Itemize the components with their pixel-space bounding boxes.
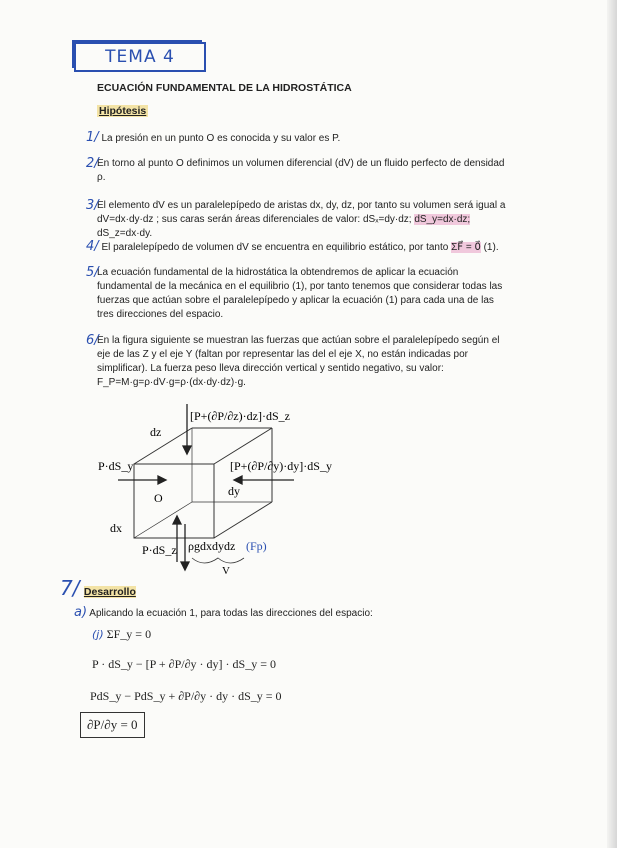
hypothesis-5 [86, 266, 507, 322]
highlighted-text: dS_y=dx·dz; [414, 214, 471, 225]
item-text: El elemento dV es un paralelepípedo de aristas dx, dy, dz, por tanto su volumen será igual a dV=dx·dy·dz ; sus caras serán áreas diferenciales de valor: dSₓ=dy·dz; [97, 200, 506, 225]
hypothesis-6 [86, 334, 507, 390]
item-number: 6/ [86, 333, 99, 348]
item-number: 1/ [86, 130, 99, 145]
bottom-force-label: P·dS_z [142, 543, 177, 557]
hypothesis-4 [86, 240, 499, 255]
tema-label: TEMA 4 [74, 42, 206, 72]
item-number: 3/ [86, 198, 99, 213]
desarrollo-step-a [74, 606, 373, 621]
equation-simplified: PdS_y − PdS_y + ∂P/∂y · dy · dS_y = 0 [90, 689, 282, 703]
page-edge-shadow [607, 0, 617, 848]
brace-mark [192, 558, 244, 563]
dy-label: dy [228, 484, 240, 498]
left-force-label: P·dS_y [98, 459, 134, 473]
equation-force-balance: P · dS_y − [P + ∂P/∂y · dy] · dS_y = 0 [92, 657, 276, 671]
desarrollo-heading: Desarrollo [83, 586, 136, 598]
item-text-end: (1). [480, 242, 499, 253]
item-text: En torno al punto O definimos un volumen diferencial (dV) de un fluido perfecto de densidad ρ. [97, 158, 505, 183]
dz-label: dz [150, 425, 162, 439]
item-text: El paralelepípedo de volumen dV se encuentra en equilibrio estático, por tanto [101, 242, 452, 253]
item-number: 4/ [86, 239, 99, 254]
parallelepiped-figure [80, 398, 380, 576]
equation-label: (j) [92, 628, 104, 641]
item-number: 5/ [86, 265, 99, 280]
right-force-label: [P+(∂P/∂y)·dy]·dS_y [230, 459, 332, 473]
dx-label: dx [110, 521, 122, 535]
page-title: ECUACIÓN FUNDAMENTAL DE LA HIDROSTÁTICA [97, 82, 352, 94]
highlighted-text: ΣF⃗ = 0⃗ [451, 242, 481, 253]
top-force-label: [P+(∂P/∂z)·dz]·dS_z [190, 409, 290, 423]
origin-label: O [154, 491, 163, 505]
hypothesis-3 [86, 199, 507, 241]
item-text-end: dS_z=dx·dy. [97, 228, 153, 239]
item-text: La presión en un punto O es conocida y su valor es P. [101, 133, 341, 144]
item-text: En la figura siguiente se muestran las fuerzas que actúan sobre el paralelepípedo según el eje de las Z y el eje Y (faltan por representar las del el eje X, no están indicadas por simplificar). La fuerza peso lleva dirección vertical y sentido negativo, su valor: F_P=M·g=ρ·dV·g=ρ·(dx·dy·dz)·g. [97, 335, 500, 388]
hypothesis-1 [86, 131, 340, 146]
cube-edges [134, 428, 272, 538]
step-text: Aplicando la ecuación 1, para todas las direcciones del espacio: [89, 608, 373, 619]
hypothesis-2 [86, 157, 507, 185]
weight-note: (Fp) [246, 539, 267, 553]
item-number: 2/ [86, 156, 99, 171]
equation-text: ΣF_y = 0 [106, 627, 152, 641]
equation-sum-fy [92, 627, 151, 642]
item-text: La ecuación fundamental de la hidrostática la obtendremos de aplicar la ecuación fundamental de la mecánica en el equilibrio (1), por tanto tenemos que considerar todas las fuerzas que actúan sobre el paralelepípedo y aplicar la ecuación (1) para cada una de las tres direcciones del espacio. [97, 267, 503, 320]
weight-label: ρgdxdydz [188, 539, 236, 553]
desarrollo-section [60, 576, 136, 600]
step-number: a) [74, 605, 88, 620]
v-mark: V [222, 565, 230, 576]
hipotesis-heading: Hipótesis [99, 105, 147, 117]
section-number: 7/ [60, 576, 80, 600]
result-box: ∂P/∂y = 0 [80, 712, 145, 738]
